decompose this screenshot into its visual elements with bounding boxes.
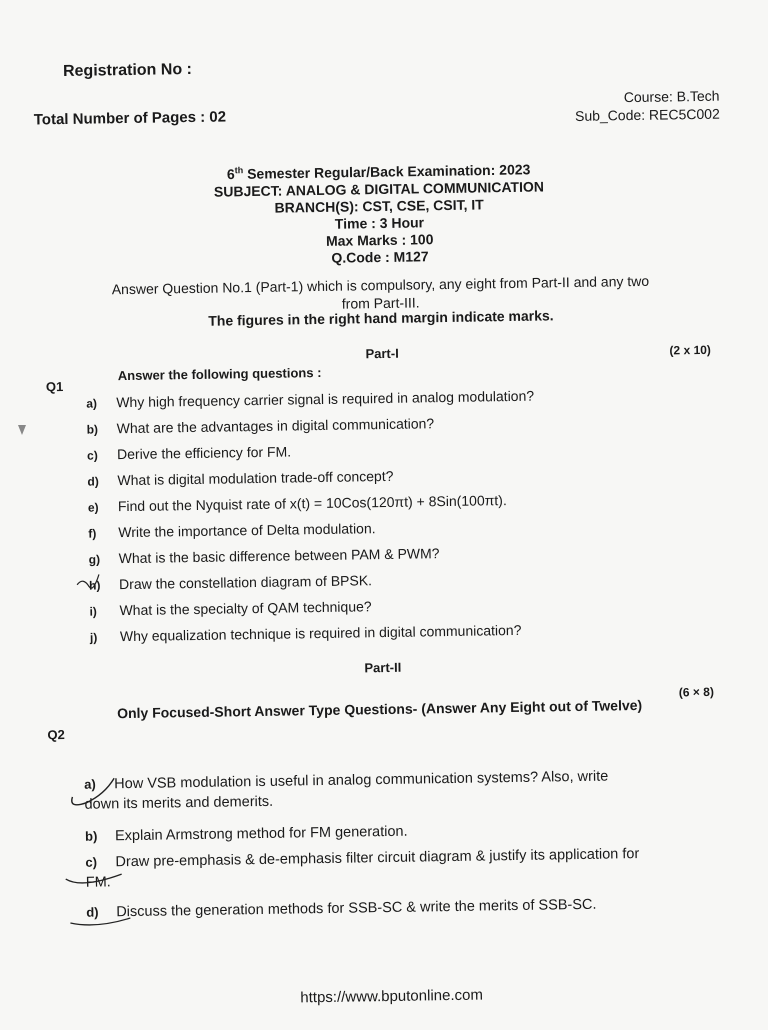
time: Time : 3 Hour: [334, 213, 425, 232]
list-item: b) What are the advantages in digital communication?: [86, 415, 435, 437]
list-item: g) What is the basic difference between PAM & PWM?: [88, 545, 440, 567]
list-item: e) Find out the Nyquist rate of x(t) = 10Cos(120πt) + 8Sin(100πt).: [87, 492, 507, 515]
list-item: c) Derive the efficiency for FM.: [86, 443, 292, 463]
part-1-marks: (2 x 10): [669, 342, 711, 358]
q-code: Q.Code : M127: [331, 247, 429, 266]
list-item: c) Draw pre-emphasis & de-emphasis filter circuit diagram & justify its application for FM.: [85, 846, 640, 891]
q2-title: Only Focused-Short Answer Type Questions- (Answer Any Eight out of Twelve): [117, 696, 643, 722]
list-item: i) What is the specialty of QAM technique?: [89, 598, 372, 619]
instruction-line-1: Answer Question No.1 (Part-1) which is compulsory, any eight from Part-II and any two: [111, 272, 650, 298]
list-item: d) Discuss the generation methods for SSB-SC & write the merits of SSB-SC.: [86, 896, 597, 921]
part-2-marks: (6 × 8): [678, 684, 714, 700]
exam-title: 6th Semester Regular/Back Examination: 2023: [226, 161, 531, 183]
q1-number: Q1: [45, 379, 64, 395]
course: Course: B.Tech: [623, 87, 720, 106]
part-2-label: Part-II: [364, 659, 402, 676]
list-item: f) Write the importance of Delta modulation.: [88, 520, 376, 541]
list-item: j) Why equalization technique is required in digital communication?: [89, 621, 522, 645]
list-item: h) Draw the constellation diagram of BPSK.: [89, 572, 373, 593]
max-marks: Max Marks : 100: [325, 230, 434, 249]
course-info: [575, 87, 720, 125]
footer-url: https://www.bputonline.com: [300, 986, 484, 1007]
handwritten-mark: [64, 774, 125, 815]
list-item: a) Why high frequency carrier signal is required in analog modulation?: [86, 387, 535, 411]
handwritten-mark: [66, 910, 136, 931]
part-1-label: Part-I: [365, 345, 399, 362]
instruction-line-2: from Part-III.: [341, 294, 420, 312]
figures-note: The figures in the right hand margin indicate marks.: [208, 307, 554, 329]
registration-label: Registration No :: [62, 60, 193, 80]
total-pages: Total Number of Pages : 02: [33, 108, 227, 129]
handwritten-mark: [73, 570, 103, 594]
handwritten-mark: [62, 864, 132, 889]
list-item: a) How VSB modulation is useful in analog communication systems? Also, write down its merits and demerits.: [84, 768, 609, 813]
list-item: d) What is digital modulation trade-off concept?: [87, 467, 394, 489]
list-item: b) Explain Armstrong method for FM generation.: [84, 823, 408, 845]
branch: BRANCH(S): CST, CSE, CSIT, IT: [274, 196, 484, 216]
exam-header: [0, 154, 764, 272]
q2-number: Q2: [47, 727, 65, 743]
subject: SUBJECT: ANALOG & DIGITAL COMMUNICATION: [213, 178, 545, 200]
sub-code: Sub_Code: REC5C002: [574, 105, 720, 124]
scan-artifact-icon: [18, 425, 26, 435]
q1-title: Answer the following questions :: [117, 364, 322, 384]
